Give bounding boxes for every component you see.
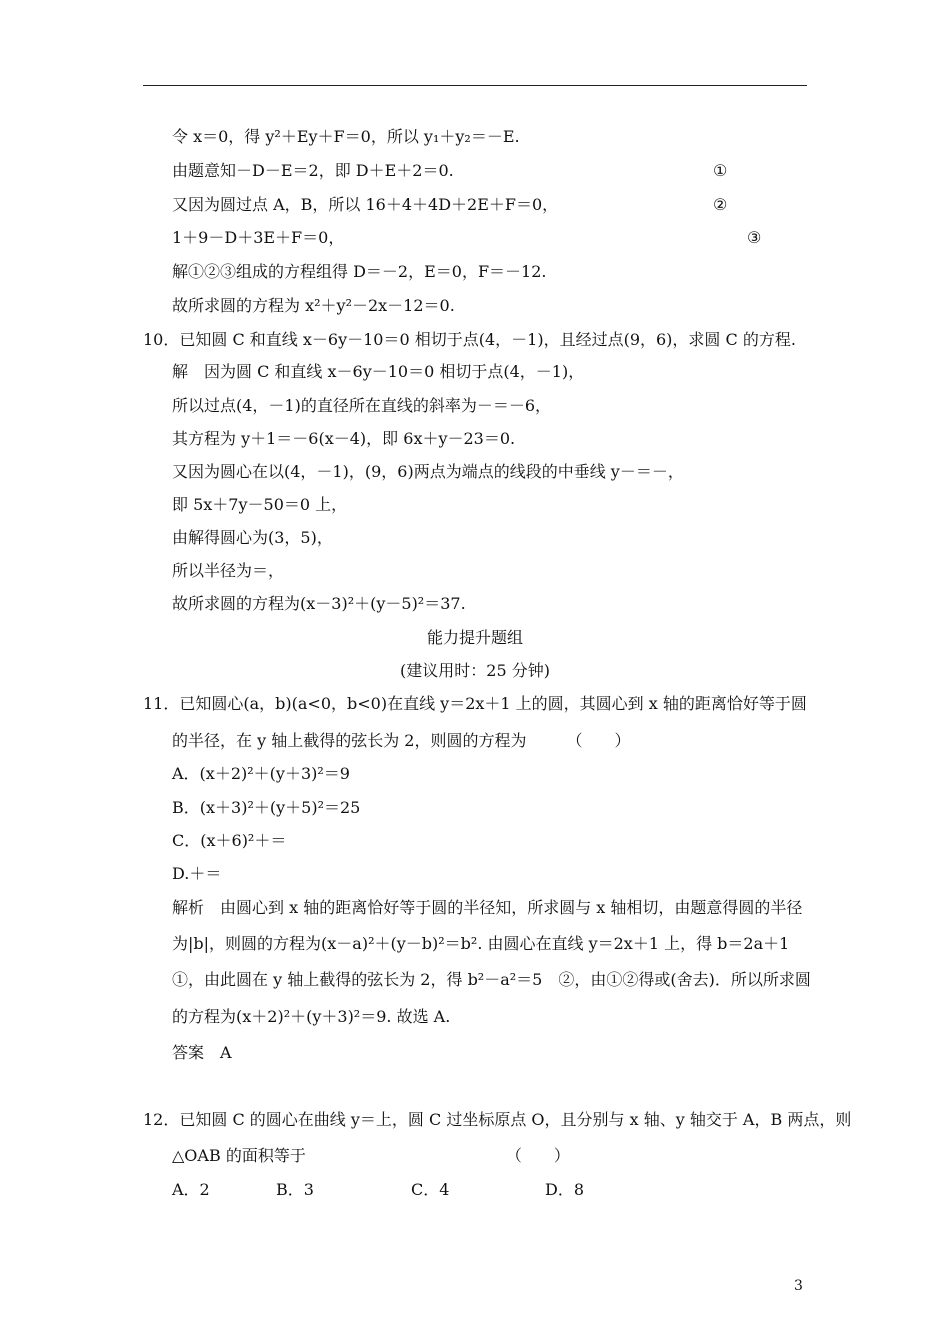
question-10: 10．已知圆 C 和直线 x－6y－10＝0 相切于点(4，－1)，且经过点(9，6)，求圆 C 的方程. [143,330,796,349]
option-d: D.＋＝ [172,864,222,883]
equation-marker-2: ② [713,195,728,214]
option-12-a: A．2 [172,1180,210,1199]
analysis-line: 的方程为(x＋2)²＋(y＋3)²＝9. 故选 A. [172,1007,451,1026]
text-line: 由题意知－D－E＝2，即 D＋E＋2＝0. [172,161,454,180]
text-line: 又因为圆过点 A，B，所以 16＋4＋4D＋2E＋F＝0， [172,195,559,214]
option-12-b: B．3 [276,1180,314,1199]
equation-marker-3: ③ [747,228,762,247]
text-line: 其方程为 y＋1＝－6(x－4)，即 6x＋y－23＝0. [172,429,516,448]
analysis-line: ①，由此圆在 y 轴上截得的弦长为 2，得 b²－a²＝5 ②，由①②得或(舍去)．所以所求圆 [172,970,811,989]
text-line: 解①②③组成的方程组得 D＝－2，E＝0，F＝－12. [172,262,547,281]
analysis-line: 解析 由圆心到 x 轴的距离恰好等于圆的半径知，所求圆与 x 轴相切，由题意得圆的半径 [172,898,803,917]
option-12-d: D．8 [545,1180,585,1199]
option-c: C．(x＋6)²＋＝ [172,831,287,850]
text-line: 解 因为圆 C 和直线 x－6y－10＝0 相切于点(4，－1)， [172,362,585,381]
question-12: 12．已知圆 C 的圆心在曲线 y＝上，圆 C 过坐标原点 O，且分别与 x 轴、y 轴交于 A，B 两点，则 [143,1110,852,1129]
text-line: 令 x＝0，得 y²＋Ey＋F＝0，所以 y₁＋y₂＝－E. [172,127,520,146]
answer-line: 答案 A [172,1043,232,1062]
option-b: B．(x＋3)²＋(y＋5)²＝25 [172,798,361,817]
text-line: 所以半径为＝， [172,561,285,580]
text-line: 所以过点(4，－1)的直径所在直线的斜率为－＝－6， [172,396,552,415]
option-12-c: C．4 [411,1180,450,1199]
text-line: 1＋9－D＋3E＋F＝0， [172,228,345,247]
analysis-line: 为|b|，则圆的方程为(x－a)²＋(y－b)²＝b². 由圆心在直线 y＝2x＋1 上，得 b＝2a＋1 [172,934,790,953]
question-11: 11．已知圆心(a，b)(a<0，b<0)在直线 y＝2x＋1 上的圆，其圆心到 x 轴的距离恰好等于圆 [143,694,807,713]
header-rule [143,85,807,86]
page-number: 3 [794,1278,803,1294]
equation-marker-1: ① [713,161,728,180]
text-line: 由解得圆心为(3，5)， [172,528,333,547]
text-line: 故所求圆的方程为 x²＋y²－2x－12＝0. [172,296,455,315]
text-line: 又因为圆心在以(4，－1)，(9，6)两点为端点的线段的中垂线 y－＝－， [172,462,684,481]
text-line: 即 5x＋7y－50＝0 上， [172,495,348,514]
option-a: A．(x＋2)²＋(y＋3)²＝9 [172,764,350,783]
text-line: △OAB 的面积等于 （ ） [172,1146,570,1165]
text-line: 的半径，在 y 轴上截得的弦长为 2，则圆的方程为 （ ） [172,731,631,750]
text-line: 故所求圆的方程为(x－3)²＋(y－5)²＝37. [172,594,466,613]
section-title: 能力提升题组 [426,628,523,647]
section-subtitle: (建议用时：25 分钟) [400,661,550,680]
